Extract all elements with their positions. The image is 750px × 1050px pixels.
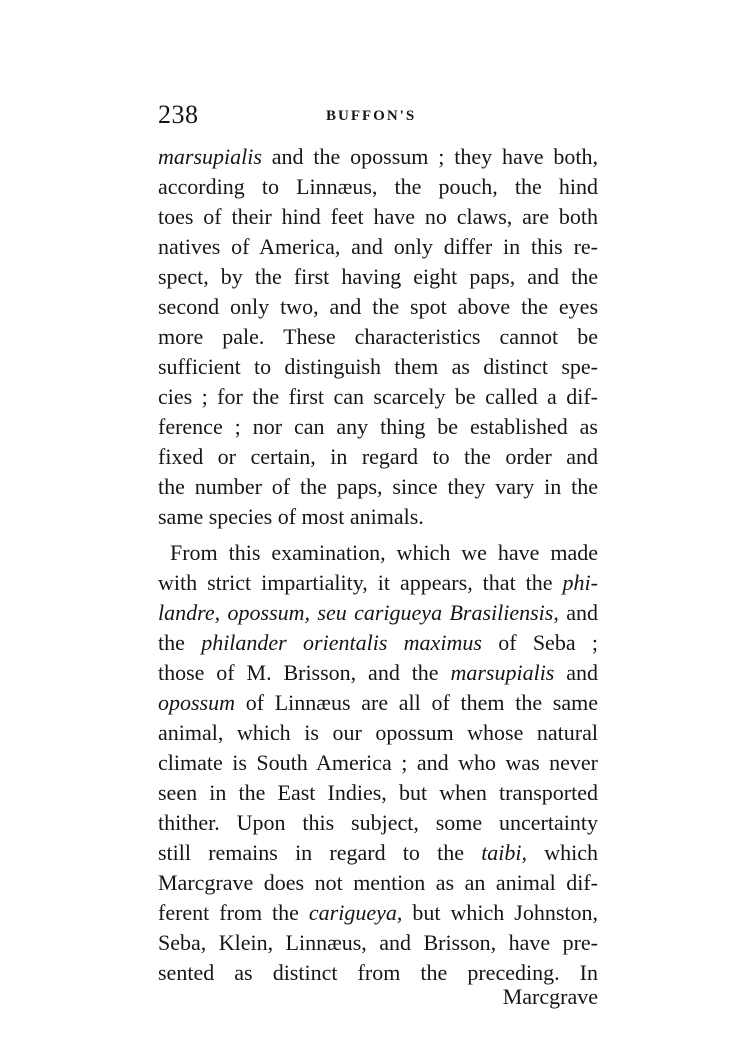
catchword: Marcgrave [502, 984, 598, 1009]
text-line: animal, which is our opossum whose natural [158, 720, 598, 745]
italic-term: carigueya, [308, 900, 403, 925]
text-line: seen in the East Indies, but when transported [158, 780, 598, 805]
text-line [158, 688, 598, 718]
text-line [158, 142, 598, 172]
text-span: of Linnæus are all of them the same [235, 690, 598, 715]
running-head: BUFFON'S [326, 108, 417, 124]
italic-term: landre, opossum, seu carigueya Brasiliensis [158, 600, 554, 625]
text-line [158, 568, 598, 598]
text-line: second only two, and the spot above the eyes [158, 294, 598, 319]
text-line: sented as distinct from the preceding. In [158, 960, 598, 985]
text-line: natives of America, and only differ in this re- [158, 234, 598, 259]
text-line: more pale. These characteristics cannot be [158, 324, 598, 349]
italic-term: taibi, [481, 840, 528, 865]
text-span: and the opossum ; they have both, [261, 144, 598, 169]
italic-term: phi- [562, 570, 598, 595]
text-line [158, 628, 598, 658]
text-span: with strict impartiality, it appears, that the [158, 570, 563, 595]
page-header [158, 100, 598, 140]
text-span: but which Johnston, [402, 900, 598, 925]
text-span: still remains in regard to the [158, 840, 482, 865]
italic-term: marsupialis [158, 144, 262, 169]
text-line: climate is South America ; and who was never [158, 750, 598, 775]
text-line: the number of the paps, since they vary in the [158, 474, 598, 499]
text-line: Seba, Klein, Linnæus, and Brisson, have pre- [158, 930, 598, 955]
text-line [158, 838, 598, 868]
text-span: of Seba ; [481, 630, 598, 655]
text-line: spect, by the first having eight paps, and the [158, 264, 598, 289]
text-line: fixed or certain, in regard to the order and [158, 444, 598, 469]
text-line: according to Linnæus, the pouch, the hind [158, 174, 598, 199]
italic-term: marsupialis [450, 660, 555, 685]
text-span: the [158, 630, 202, 655]
text-span: , and [553, 600, 599, 625]
text-line: ference ; nor can any thing be established as [158, 414, 598, 439]
text-line: thither. Upon this subject, some uncertainty [158, 810, 598, 835]
text-line [158, 658, 598, 688]
body-text [158, 142, 598, 988]
text-line: sufficient to distinguish them as distinct spe- [158, 354, 598, 379]
text-span: which [527, 840, 599, 865]
text-span: ferent from the [158, 900, 309, 925]
text-line: toes of their hind feet have no claws, are both [158, 204, 598, 229]
text-line: Marcgrave does not mention as an animal dif- [158, 870, 598, 895]
text-line: From this examination, which we have made [170, 540, 598, 565]
text-span: and [554, 660, 599, 685]
text-line: cies ; for the first can scarcely be called a dif- [158, 384, 598, 409]
italic-term: philander orientalis maximus [201, 630, 482, 655]
text-line: same species of most animals. [158, 504, 424, 529]
text-line [158, 598, 598, 628]
italic-term: opossum [158, 690, 236, 715]
text-span: those of M. Brisson, and the [158, 660, 451, 685]
text-line [158, 898, 598, 928]
page-number: 238 [158, 100, 199, 129]
